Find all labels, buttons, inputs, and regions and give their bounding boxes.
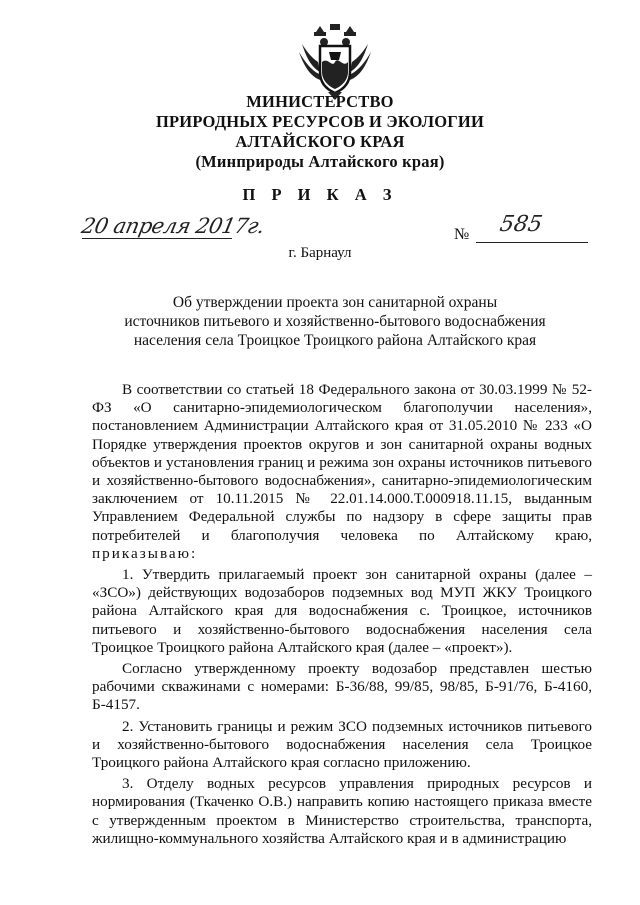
order-body [92, 381, 592, 851]
ministry-short-name: (Минприроды Алтайского края) [195, 152, 445, 171]
preamble-text: В соответствии со статьей 18 Федерального закона от 30.03.1999 № 52-ФЗ «О санитарно-эпидемиологическом благополучии населения», постановлением Администрации Алтайского края от 31.05.2010 № 233 «О Порядке утверждения проектов округов и зон санитарной охраны водных объектов и установления границ и режима зон охраны источников питьевого и хозяйственно-бытового водоснабжения», санитарно-эпидемиологическим заключением от 10.11.2015 № 22.01.14.000.Т.000918.11.15, выданным Управлением Федеральной службы по надзору в сфере защиты прав потребителей и благополучия человека по Алтайскому краю, [92, 381, 592, 544]
order-subject [0, 293, 640, 350]
body-paragraph-1: 1. Утвердить прилагаемый проект зон санитарной охраны (далее – «ЗСО») действующих водозаборов подземных вод МУП ЖКУ Троицкого района Алтайского края для водоснабжения с. Троицкое, источников питьевого и хозяйственно-бытового водоснабжения населения села Троицкое Троицкого района Алтайского края (далее – «проект»). [92, 566, 592, 656]
order-title: П Р И К А З [242, 185, 398, 204]
body-paragraph-2: 2. Установить границы и режим ЗСО подземных источников питьевого и хозяйственно-бытового водоснабжения населения села Троицкое Троицкого района Алтайского края согласно приложению. [92, 717, 592, 772]
ministry-title-line-2: ПРИРОДНЫХ РЕСУРСОВ И ЭКОЛОГИИ [155, 112, 485, 131]
body-paragraph-preamble [92, 381, 592, 563]
coat-of-arms-emblem [296, 22, 374, 102]
ministry-title-line-1: МИНИСТЕРСТВО [246, 92, 394, 111]
subject-line-2: источников питьевого и хозяйственно-бытового водоснабжения [124, 313, 546, 330]
subject-line-1: Об утверждении проекта зон санитарной охраны [172, 294, 498, 311]
number-underline [476, 242, 588, 243]
body-paragraph-3: 3. Отделу водных ресурсов управления природных ресурсов и нормирования (Ткаченко О.В.) направить копию настоящего приказа вместе с утвержденным проектом в Министерство строительства, транспорта, жилищно-коммунального хозяйства Алтайского края и в администрацию [92, 775, 592, 847]
city-line: г. Барнаул [288, 245, 352, 261]
order-keyword: приказываю: [92, 544, 198, 562]
number-sign: № [454, 226, 470, 243]
ministry-header [0, 92, 640, 172]
date-underline [82, 238, 232, 239]
ministry-title-line-3: АЛТАЙСКОГО КРАЯ [235, 132, 405, 151]
body-paragraph-wells: Согласно утвержденному проекту водозабор представлен шестью рабочими скважинами с номерами: Б-36/88, 99/85, 98/85, Б-91/76, Б-4160, Б-4157. [92, 660, 592, 714]
subject-line-3: населения села Троицкое Троицкого района Алтайского края [133, 332, 537, 349]
handwritten-date: 20 апреля 2017г. [79, 214, 267, 238]
handwritten-order-number: 585 [497, 212, 545, 237]
